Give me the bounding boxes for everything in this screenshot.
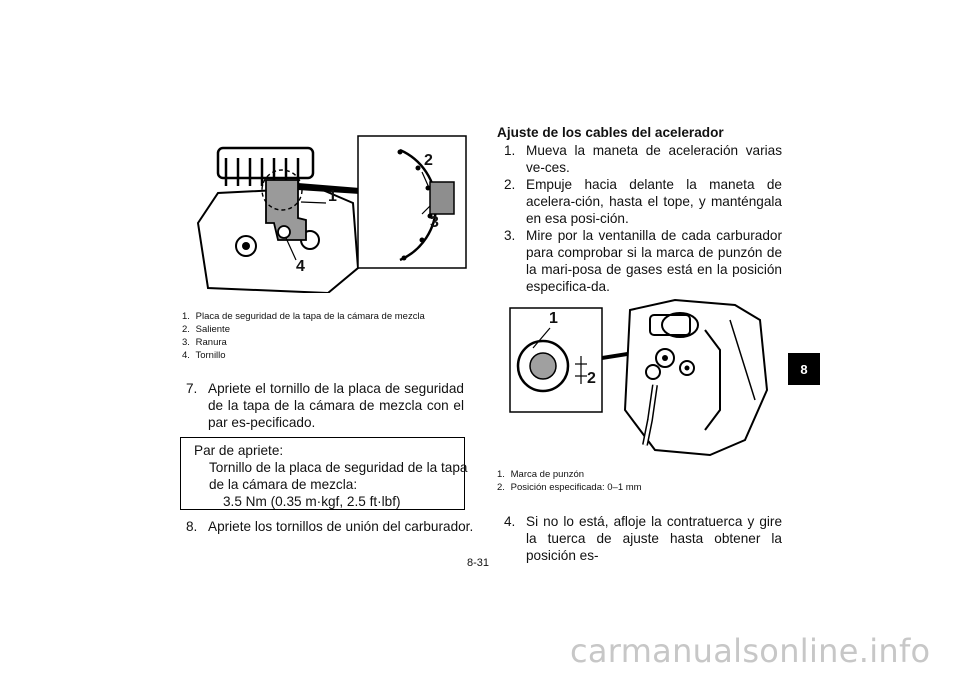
list-item: 3. Ranura	[182, 337, 227, 348]
figure1-caption-list	[182, 310, 425, 362]
step-text: Apriete los tornillos de unión del carburador.	[208, 519, 474, 534]
spec-line-1: Tornillo de la placa de seguridad de la tapa	[209, 460, 468, 475]
spec-title: Par de apriete:	[194, 443, 284, 458]
chapter-tab[interactable]: 8	[788, 353, 820, 385]
step-text: Mire por la ventanilla de cada carburador para comprobar si la marca de punzón de la mari-posa de gases está en la posición especifica-da.	[526, 228, 782, 294]
callout-2: 2	[424, 152, 433, 169]
step-text: Mueva la maneta de aceleración varias ve-ces.	[526, 143, 782, 175]
step-1	[504, 142, 782, 176]
step-number: 8.	[186, 519, 198, 534]
callout-4: 4	[296, 258, 305, 275]
step-7	[186, 380, 464, 431]
callout-1: 1	[328, 188, 337, 205]
step-2	[504, 176, 782, 227]
throttle-mark-figure	[505, 290, 775, 460]
step-text: Apriete el tornillo de la placa de seguridad de la tapa de la cámara de mezcla con el par es-pecificado.	[208, 381, 464, 430]
step-text: Si no lo está, afloje la contratuerca y gire la tuerca de ajuste hasta obtener la posición es-	[526, 514, 782, 563]
throttle-mark-drawing	[505, 290, 775, 460]
step-number: 2.	[504, 177, 516, 192]
spec-line-2: de la cámara de mezcla:	[209, 477, 358, 492]
callout-3: 3	[430, 214, 439, 231]
carburator-plate-figure	[178, 128, 468, 293]
section-heading: Ajuste de los cables del acelerador	[497, 125, 724, 140]
list-item: 2. Saliente	[182, 324, 230, 335]
list-item: 2. Posición especificada: 0–1 mm	[497, 482, 642, 493]
torque-spec-box	[180, 437, 468, 510]
page-number: 8-31	[467, 557, 490, 569]
step-8	[186, 518, 476, 535]
callout-1: 1	[549, 310, 558, 327]
list-item: 4. Tornillo	[182, 350, 226, 361]
list-item: 1. Placa de seguridad de la tapa de la cámara de mezcla	[182, 311, 425, 322]
step-number: 4.	[504, 514, 516, 529]
step-3	[504, 227, 782, 295]
step-number: 3.	[504, 228, 516, 243]
spec-value: 3.5 Nm (0.35 m·kgf, 2.5 ft·lbf)	[223, 494, 401, 509]
step-4	[504, 513, 782, 564]
step-text: Empuje hacia delante la maneta de acelera-ción, hasta el tope, y manténgala en esa posi-ción.	[526, 177, 782, 226]
list-item: 1. Marca de punzón	[497, 469, 585, 480]
figure2-caption-list	[497, 468, 642, 494]
step-number: 1.	[504, 143, 516, 158]
callout-2: 2	[587, 370, 596, 387]
watermark: carmanualsonline.info	[570, 632, 931, 670]
step-number: 7.	[186, 381, 198, 396]
